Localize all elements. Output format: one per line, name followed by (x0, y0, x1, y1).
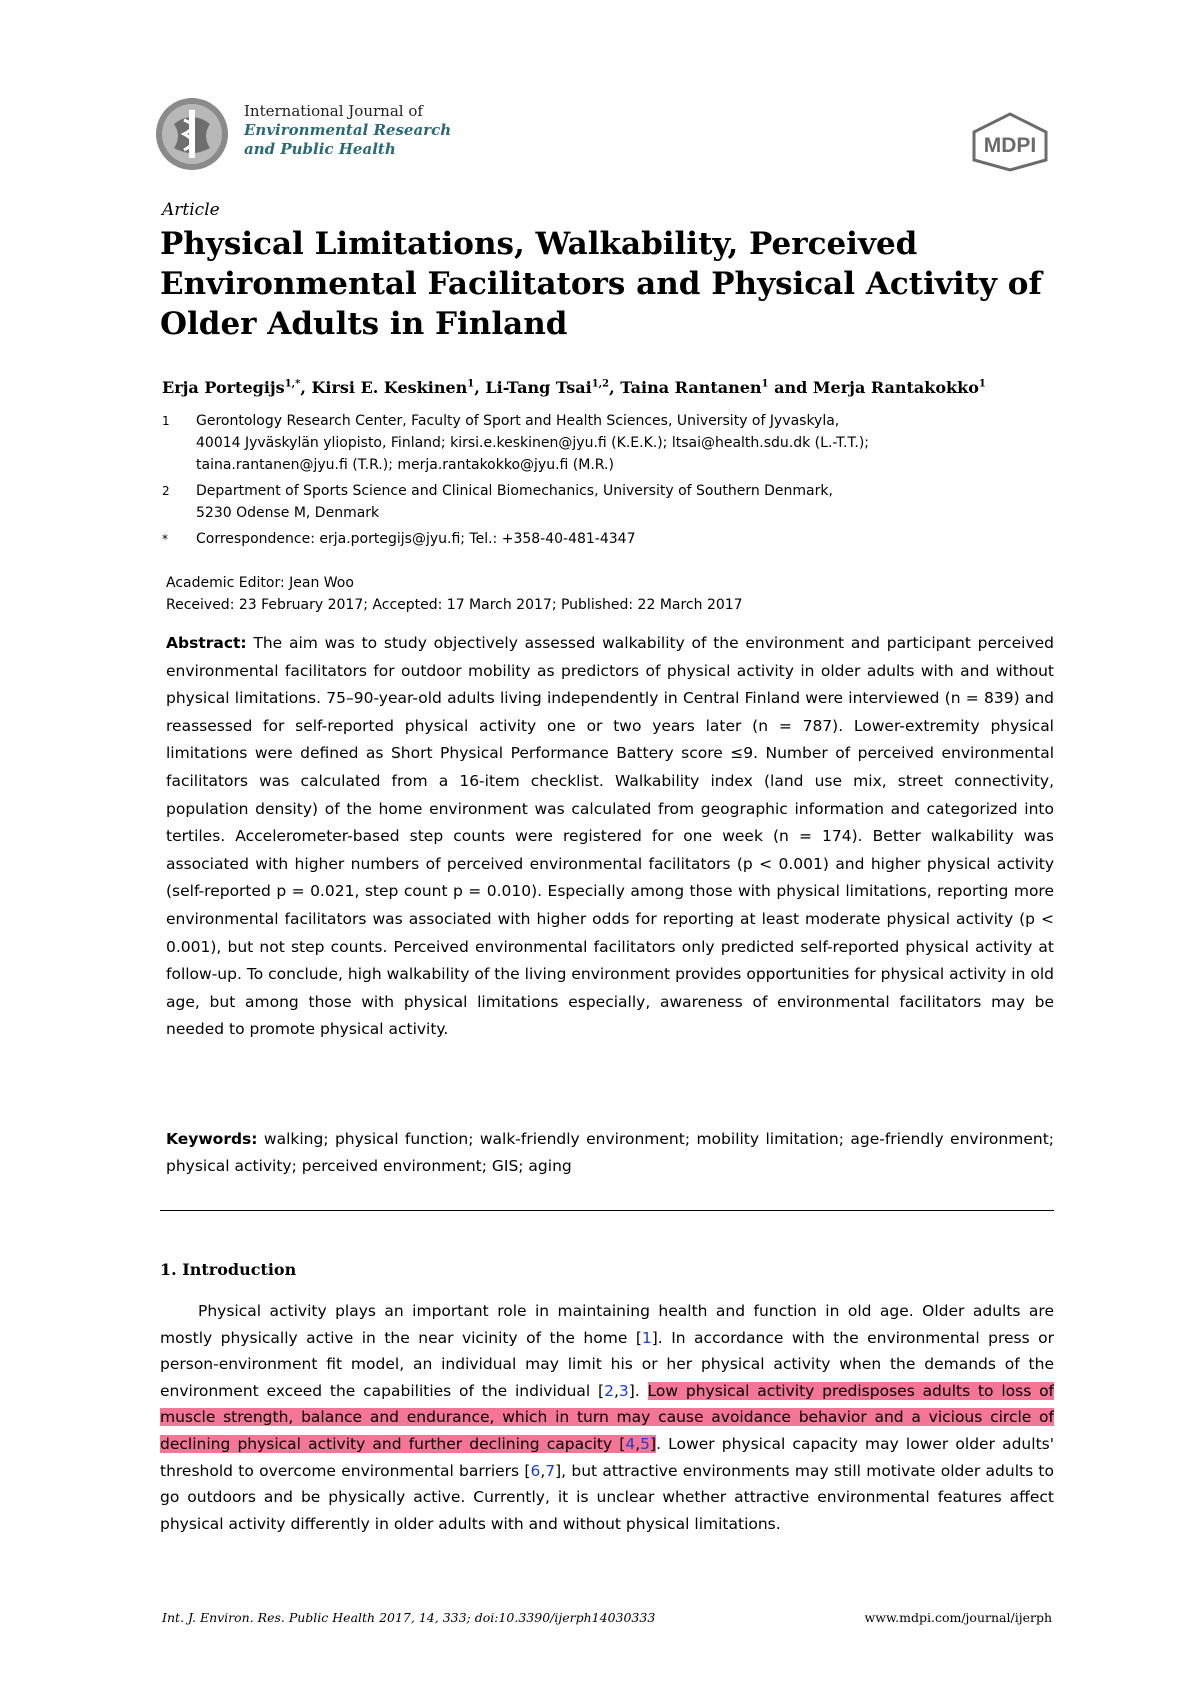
author-name: Li-Tang Tsai (485, 378, 592, 397)
affiliation-line: taina.rantanen@jyu.fi (T.R.); merja.rantakokko@jyu.fi (M.R.) (196, 457, 614, 473)
affiliation-item (162, 410, 1062, 476)
citation-link[interactable]: 2 (604, 1381, 614, 1400)
section-heading: 1. Introduction (160, 1260, 297, 1279)
title-line: Older Adults in Finland (160, 306, 568, 342)
citation-link[interactable]: 4 (625, 1434, 636, 1453)
author-affil-mark: 1,2 (591, 378, 610, 390)
abstract (166, 630, 1054, 1044)
publication-dates: Received: 23 February 2017; Accepted: 17 March 2017; Published: 22 March 2017 (166, 597, 743, 613)
intro-text: ]. (628, 1381, 648, 1400)
affiliation-mark: 1 (162, 414, 170, 428)
citation-link[interactable]: 3 (618, 1381, 629, 1400)
author-separator: and (768, 378, 813, 397)
affiliation-mark: * (162, 532, 168, 546)
section-divider (160, 1210, 1054, 1211)
journal-name-line2: Environmental Research (244, 121, 452, 139)
affiliation-list (162, 410, 1062, 554)
keywords (166, 1126, 1054, 1180)
article-type: Article (162, 200, 220, 220)
affiliation-line: 5230 Odense M, Denmark (196, 505, 380, 521)
author-separator: , (609, 378, 621, 397)
citation-separator: , (613, 1381, 619, 1400)
citation-link[interactable]: 1 (641, 1328, 652, 1347)
mdpi-logo-icon (968, 112, 1052, 172)
affiliation-line: Gerontology Research Center, Faculty of Sport and Health Sciences, University of Jyvaskyla, (196, 413, 840, 429)
affiliation-mark: 2 (162, 484, 170, 498)
intro-text: ]. In accordance with the environmental press or person-environment fit model, an individual may limit his or her physical activity when the demands of the environment exceed the capabilities of the individual [ (160, 1328, 1054, 1400)
affiliation-item (162, 480, 1062, 524)
journal-header (154, 96, 451, 172)
citation-separator: , (635, 1434, 641, 1453)
author-name: Merja Rantakokko (812, 378, 979, 397)
affiliation-item (162, 528, 1062, 550)
author-affil-mark: 1 (761, 378, 769, 390)
affiliation-line: 40014 Jyväskylän yliopisto, Finland; kirsi.e.keskinen@jyu.fi (K.E.K.); ltsai@health.sdu.dk (L.-T.T.); (196, 435, 870, 451)
title-line: Physical Limitations, Walkability, Perceived (160, 226, 918, 262)
abstract-label: Abstract: (166, 634, 247, 652)
author-separator: , (474, 378, 486, 397)
abstract-text: The aim was to study objectively assessed walkability of the environment and participant perceived environmental facilitators for outdoor mobility as predictors of physical activity in older adults with and without physical limitations. 75–90-year-old adults living independently in Central Finland were interviewed (n = 839) and reassessed for self-reported physical activity one or two years later (n = 787). Lower-extremity physical limitations were defined as Short Physical Performance Battery score ≤9. Number of perceived environmental facilitators was calculated from a 16-item checklist. Walkability index (land use mix, street connectivity, population density) of the home environment was calculated from geographic information and categorized into tertiles. Accelerometer-based step counts were registered for one week (n = 174). Better walkability was associated with higher numbers of perceived environmental facilitators (p < 0.001) and higher physical activity (self-reported p = 0.021, step count p = 0.010). Especially among those with physical limitations, reporting more environmental facilitators was associated with higher odds for reporting at least moderate physical activity (p < 0.001), but not step counts. Perceived environmental facilitators only predicted self-reported physical activity at follow-up. To conclude, high walkability of the living environment provides opportunities for physical activity in old age, but among those with physical limitations especially, awareness of environmental facilitators may be needed to promote physical activity. (166, 634, 1054, 1039)
citation-separator: , (540, 1461, 546, 1480)
paper-title (160, 224, 1060, 344)
citation-link[interactable]: 5 (640, 1434, 651, 1453)
academic-editor: Academic Editor: Jean Woo (166, 575, 354, 591)
keywords-label: Keywords: (166, 1130, 258, 1148)
mdpi-logo-text: MDPI (983, 134, 1037, 157)
affiliation-line: Department of Sports Science and Clinical Biomechanics, University of Southern Denmark, (196, 483, 833, 499)
journal-name-line3: and Public Health (244, 140, 396, 158)
editor-info (166, 572, 743, 616)
author-name: Taina Rantanen (620, 378, 762, 397)
intro-text: Physical activity plays an important role in maintaining health and function in old age. Older adults are mostly physically active in the near vicinity of the home [ (160, 1302, 1054, 1347)
author-affil-mark: 1 (467, 378, 475, 390)
author-list (162, 378, 986, 397)
journal-emblem-icon (154, 96, 230, 172)
intro-paragraph (160, 1298, 1054, 1537)
correspondence-line: Correspondence: erja.portegijs@jyu.fi; Tel.: +358-40-481-4347 (196, 531, 636, 547)
author-affil-mark: 1,* (284, 378, 301, 390)
author-separator: , (300, 378, 312, 397)
author-name: Erja Portegijs (162, 378, 285, 397)
intro-text: . Lower physical capacity may lower older adults' threshold to overcome environmental barriers [ (160, 1434, 1054, 1480)
journal-name-line1: International Journal of (244, 102, 423, 120)
footer-citation: Int. J. Environ. Res. Public Health 2017, 14, 333; doi:10.3390/ijerph14030333 (162, 1610, 656, 1625)
author-name: Kirsi E. Keskinen (311, 378, 468, 397)
citation-link[interactable]: 6 (530, 1461, 541, 1480)
author-affil-mark: 1 (978, 378, 986, 390)
keywords-text: walking; physical function; walk-friendly environment; mobility limitation; age-friendly environment; physical activity; perceived environment; GIS; aging (166, 1130, 1054, 1175)
title-line: Environmental Facilitators and Physical Activity of (160, 266, 1042, 302)
highlighted-bracket: ] (650, 1434, 657, 1453)
intro-text: ], but attractive environments may still motivate older adults to go outdoors and be physically active. Currently, it is unclear whether attractive environmental features affect physical activity differently in older adults with and without physical limitations. (160, 1461, 1054, 1533)
highlighted-sentence: Low physical activity predisposes adults to loss of muscle strength, balance and endurance, which in turn may cause avoidance behavior and a vicious circle of declining physical activity and further declining capacity [ (160, 1381, 1055, 1453)
citation-link[interactable]: 7 (545, 1461, 556, 1480)
footer-url[interactable]: www.mdpi.com/journal/ijerph (864, 1610, 1052, 1625)
